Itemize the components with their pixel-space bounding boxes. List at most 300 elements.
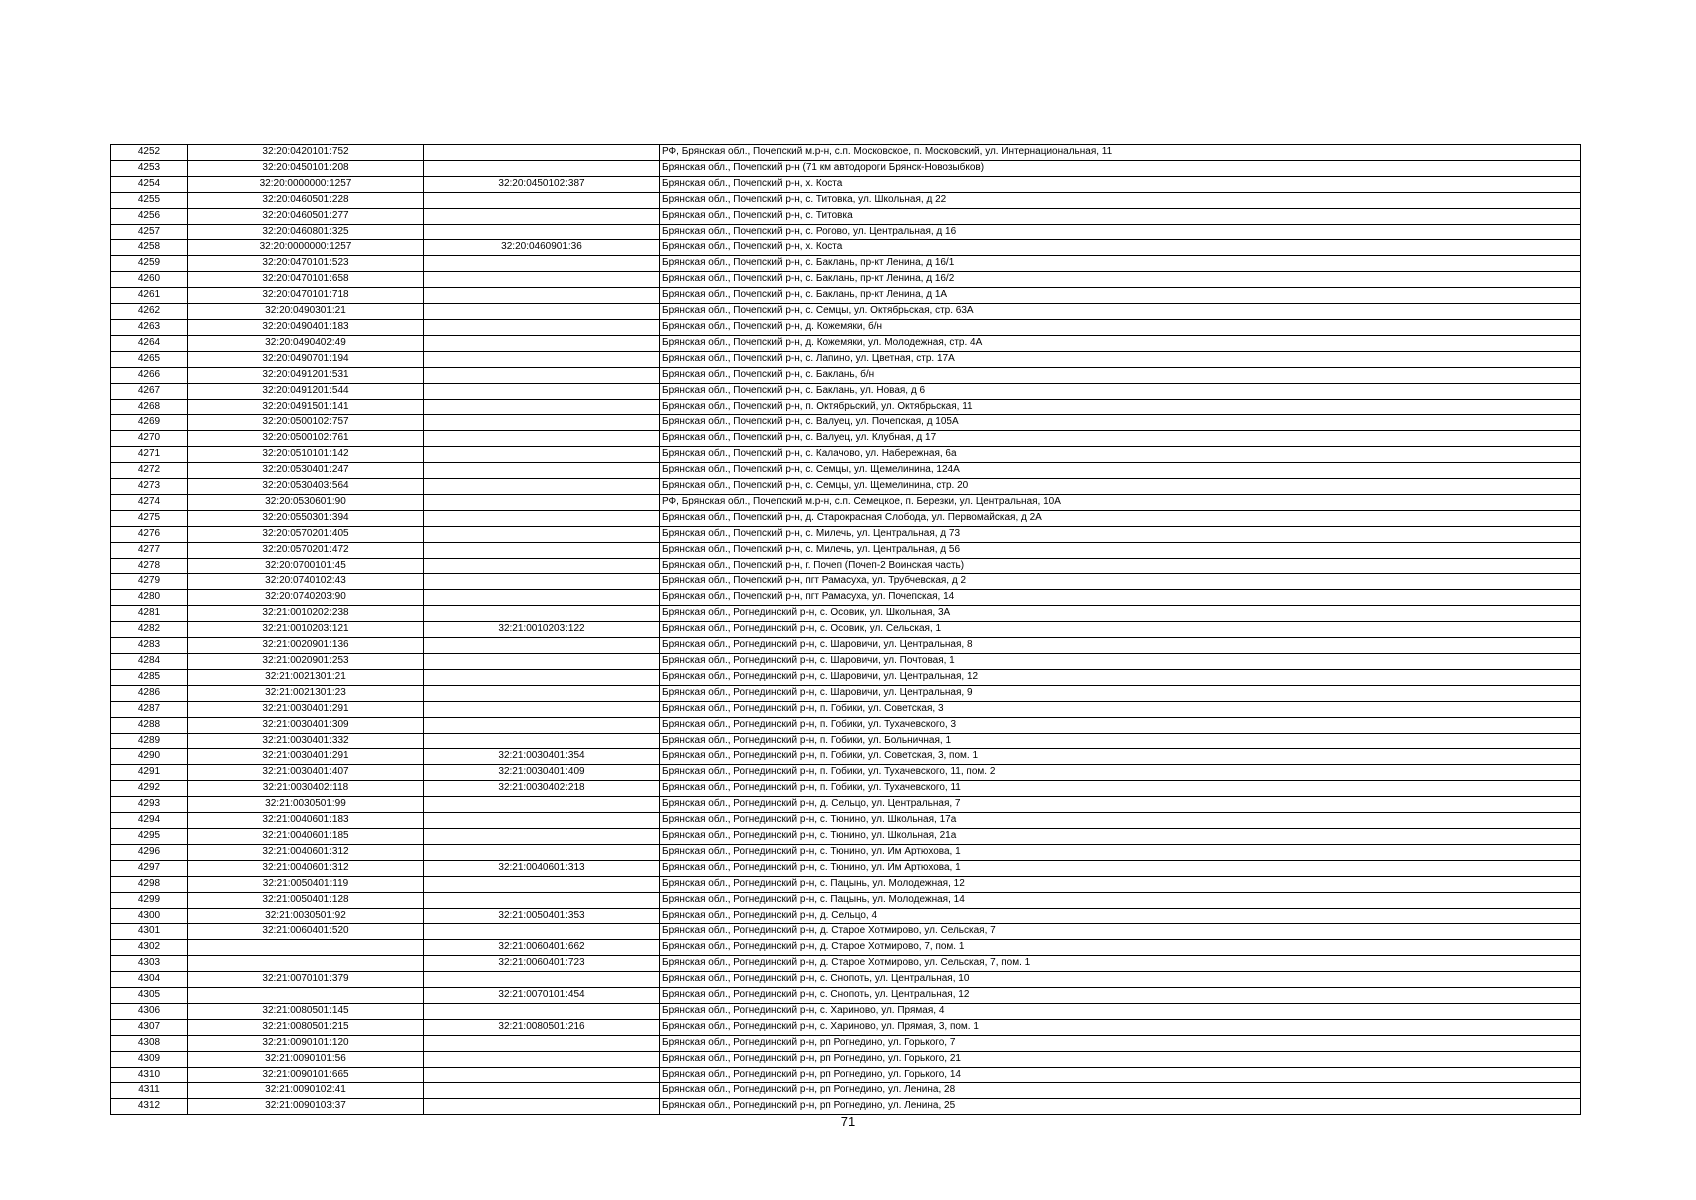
cadastral-number-cell: 32:21:0030402:118 [188,781,424,797]
cadastral-number-cell: 32:20:0000000:1257 [188,240,424,256]
cadastral-number-cell: 32:20:0491201:531 [188,367,424,383]
row-number-cell: 4310 [111,1067,188,1083]
address-cell: Брянская обл., Рогнединский р-н, д. Сельцо, ул. Центральная, 7 [660,797,1581,813]
address-cell: Брянская обл., Рогнединский р-н, рп Рогнедино, ул. Ленина, 28 [660,1083,1581,1099]
address-cell: Брянская обл., Почепский р-н, с. Валуец, ул. Клубная, д 17 [660,431,1581,447]
address-cell: Брянская обл., Почепский р-н, с. Титовка, ул. Школьная, д 22 [660,192,1581,208]
table-row [111,908,1581,924]
row-number-cell: 4270 [111,431,188,447]
related-cadastral-number-cell [424,892,660,908]
address-cell: Брянская обл., Рогнединский р-н, д. Старое Хотмирово, 7, пом. 1 [660,940,1581,956]
address-cell: Брянская обл., Рогнединский р-н, с. Хариново, ул. Прямая, 3, пом. 1 [660,1019,1581,1035]
row-number-cell: 4265 [111,351,188,367]
cadastral-number-cell: 32:20:0510101:142 [188,447,424,463]
table-row [111,638,1581,654]
table-row [111,1003,1581,1019]
cadastral-number-cell: 32:20:0460501:277 [188,208,424,224]
address-cell: Брянская обл., Рогнединский р-н, рп Рогнедино, ул. Горького, 21 [660,1051,1581,1067]
row-number-cell: 4304 [111,972,188,988]
related-cadastral-number-cell [424,844,660,860]
table-row [111,558,1581,574]
table-row [111,1099,1581,1115]
row-number-cell: 4283 [111,638,188,654]
row-number-cell: 4308 [111,1035,188,1051]
cadastral-number-cell: 32:21:0030401:332 [188,733,424,749]
cadastral-number-cell: 32:21:0040601:312 [188,860,424,876]
address-cell: Брянская обл., Почепский р-н, х. Коста [660,240,1581,256]
table-row [111,828,1581,844]
row-number-cell: 4302 [111,940,188,956]
cadastral-number-cell: 32:20:0420101:752 [188,145,424,161]
row-number-cell: 4267 [111,383,188,399]
related-cadastral-number-cell [424,701,660,717]
cadastral-number-cell: 32:20:0470101:718 [188,288,424,304]
table-row [111,733,1581,749]
cadastral-number-cell: 32:20:0491201:544 [188,383,424,399]
table-row [111,606,1581,622]
cadastral-number-cell: 32:21:0020901:253 [188,654,424,670]
row-number-cell: 4261 [111,288,188,304]
row-number-cell: 4286 [111,685,188,701]
table-row [111,860,1581,876]
address-cell: Брянская обл., Рогнединский р-н, д. Старое Хотмирово, ул. Сельская, 7 [660,924,1581,940]
address-cell: РФ, Брянская обл., Почепский м.р-н, с.п. Московское, п. Московский, ул. Интернациональная, 11 [660,145,1581,161]
table-row [111,447,1581,463]
address-cell: Брянская обл., Почепский р-н, пгт Рамасуха, ул. Почепская, 14 [660,590,1581,606]
address-cell: Брянская обл., Рогнединский р-н, п. Гобики, ул. Советская, 3 [660,701,1581,717]
cadastral-number-cell: 32:20:0490401:183 [188,319,424,335]
address-cell: Брянская обл., Рогнединский р-н, рп Рогнедино, ул. Ленина, 25 [660,1099,1581,1115]
row-number-cell: 4295 [111,828,188,844]
related-cadastral-number-cell: 32:21:0030401:409 [424,765,660,781]
table-row [111,335,1581,351]
related-cadastral-number-cell [424,1035,660,1051]
address-cell: Брянская обл., Почепский р-н, пгт Рамасуха, ул. Трубчевская, д 2 [660,574,1581,590]
address-cell: Брянская обл., Рогнединский р-н, рп Рогнедино, ул. Горького, 7 [660,1035,1581,1051]
row-number-cell: 4268 [111,399,188,415]
cadastral-number-cell: 32:20:0491501:141 [188,399,424,415]
related-cadastral-number-cell [424,272,660,288]
table-row [111,304,1581,320]
table-row [111,924,1581,940]
row-number-cell: 4279 [111,574,188,590]
related-cadastral-number-cell [424,192,660,208]
table-row [111,160,1581,176]
table-row [111,399,1581,415]
address-cell: Брянская обл., Рогнединский р-н, с. Шаровичи, ул. Почтовая, 1 [660,654,1581,670]
table-row [111,256,1581,272]
cadastral-number-cell: 32:21:0040601:183 [188,813,424,829]
address-cell: Брянская обл., Почепский р-н, д. Кожемяки, ул. Молодежная, стр. 4А [660,335,1581,351]
table-row [111,1035,1581,1051]
table-row [111,749,1581,765]
related-cadastral-number-cell [424,494,660,510]
row-number-cell: 4291 [111,765,188,781]
row-number-cell: 4288 [111,717,188,733]
cadastral-number-cell [188,988,424,1004]
cadastral-number-cell: 32:21:0080501:215 [188,1019,424,1035]
row-number-cell: 4278 [111,558,188,574]
row-number-cell: 4266 [111,367,188,383]
table-row [111,224,1581,240]
cadastral-number-cell: 32:21:0090103:37 [188,1099,424,1115]
cadastral-number-cell: 32:21:0020901:136 [188,638,424,654]
property-table [110,144,1581,1115]
related-cadastral-number-cell [424,1099,660,1115]
address-cell: Брянская обл., Рогнединский р-н, п. Гобики, ул. Больничная, 1 [660,733,1581,749]
table-row [111,701,1581,717]
page-number: 71 [840,1114,856,1129]
cadastral-number-cell: 32:21:0021301:23 [188,685,424,701]
related-cadastral-number-cell [424,558,660,574]
address-cell: Брянская обл., Рогнединский р-н, с. Хариново, ул. Прямая, 4 [660,1003,1581,1019]
row-number-cell: 4299 [111,892,188,908]
row-number-cell: 4254 [111,176,188,192]
address-cell: Брянская обл., Рогнединский р-н, д. Старое Хотмирово, ул. Сельская, 7, пом. 1 [660,956,1581,972]
related-cadastral-number-cell [424,717,660,733]
row-number-cell: 4275 [111,510,188,526]
address-cell: Брянская обл., Почепский р-н, с. Рогово, ул. Центральная, д 16 [660,224,1581,240]
related-cadastral-number-cell [424,1067,660,1083]
cadastral-number-cell: 32:20:0500102:757 [188,415,424,431]
row-number-cell: 4271 [111,447,188,463]
address-cell: Брянская обл., Почепский р-н, с. Семцы, ул. Щемелинина, стр. 20 [660,479,1581,495]
cadastral-number-cell: 32:21:0030401:407 [188,765,424,781]
related-cadastral-number-cell [424,208,660,224]
row-number-cell: 4255 [111,192,188,208]
related-cadastral-number-cell [424,669,660,685]
cadastral-number-cell: 32:21:0090102:41 [188,1083,424,1099]
related-cadastral-number-cell [424,606,660,622]
table-row [111,1083,1581,1099]
related-cadastral-number-cell: 32:20:0460901:36 [424,240,660,256]
related-cadastral-number-cell: 32:21:0040601:313 [424,860,660,876]
row-number-cell: 4309 [111,1051,188,1067]
cadastral-number-cell: 32:20:0530401:247 [188,463,424,479]
address-cell: Брянская обл., Почепский р-н, д. Кожемяки, б/н [660,319,1581,335]
row-number-cell: 4297 [111,860,188,876]
table-row [111,1051,1581,1067]
address-cell: Брянская обл., Почепский р-н, с. Баклань, пр-кт Ленина, д 16/1 [660,256,1581,272]
related-cadastral-number-cell [424,510,660,526]
row-number-cell: 4272 [111,463,188,479]
table-row [111,463,1581,479]
row-number-cell: 4293 [111,797,188,813]
row-number-cell: 4287 [111,701,188,717]
address-cell: Брянская обл., Почепский р-н, п. Октябрьский, ул. Октябрьская, 11 [660,399,1581,415]
table-row [111,494,1581,510]
address-cell: Брянская обл., Почепский р-н, с. Семцы, ул. Октябрьская, стр. 63А [660,304,1581,320]
row-number-cell: 4311 [111,1083,188,1099]
row-number-cell: 4298 [111,876,188,892]
row-number-cell: 4292 [111,781,188,797]
cadastral-number-cell: 32:20:0530601:90 [188,494,424,510]
cadastral-number-cell: 32:21:0040601:185 [188,828,424,844]
row-number-cell: 4269 [111,415,188,431]
related-cadastral-number-cell [424,685,660,701]
cadastral-number-cell: 32:21:0050401:119 [188,876,424,892]
table-row [111,208,1581,224]
table-row [111,956,1581,972]
cadastral-number-cell: 32:20:0460501:228 [188,192,424,208]
row-number-cell: 4305 [111,988,188,1004]
cadastral-number-cell: 32:21:0050401:128 [188,892,424,908]
cadastral-number-cell [188,940,424,956]
related-cadastral-number-cell [424,813,660,829]
related-cadastral-number-cell [424,160,660,176]
row-number-cell: 4312 [111,1099,188,1115]
cadastral-number-cell: 32:21:0060401:520 [188,924,424,940]
table-row [111,145,1581,161]
table-row [111,685,1581,701]
table-row [111,542,1581,558]
row-number-cell: 4263 [111,319,188,335]
cadastral-number-cell: 32:21:0030401:309 [188,717,424,733]
row-number-cell: 4307 [111,1019,188,1035]
related-cadastral-number-cell [424,463,660,479]
row-number-cell: 4257 [111,224,188,240]
related-cadastral-number-cell [424,145,660,161]
table-row [111,717,1581,733]
row-number-cell: 4284 [111,654,188,670]
address-cell: Брянская обл., Рогнединский р-н, с. Пацынь, ул. Молодежная, 14 [660,892,1581,908]
address-cell: Брянская обл., Почепский р-н, с. Баклань, ул. Новая, д 6 [660,383,1581,399]
address-cell: Брянская обл., Рогнединский р-н, п. Гобики, ул. Тухачевского, 11, пом. 2 [660,765,1581,781]
cadastral-number-cell [188,956,424,972]
cadastral-number-cell: 32:20:0450101:208 [188,160,424,176]
cadastral-number-cell: 32:20:0000000:1257 [188,176,424,192]
related-cadastral-number-cell [424,972,660,988]
table-row [111,1019,1581,1035]
related-cadastral-number-cell [424,590,660,606]
address-cell: Брянская обл., Почепский р-н, д. Старокрасная Слобода, ул. Первомайская, д 2А [660,510,1581,526]
row-number-cell: 4274 [111,494,188,510]
related-cadastral-number-cell [424,288,660,304]
row-number-cell: 4260 [111,272,188,288]
related-cadastral-number-cell: 32:21:0070101:454 [424,988,660,1004]
address-cell: Брянская обл., Рогнединский р-н, с. Пацынь, ул. Молодежная, 12 [660,876,1581,892]
row-number-cell: 4273 [111,479,188,495]
cadastral-number-cell: 32:21:0070101:379 [188,972,424,988]
related-cadastral-number-cell [424,797,660,813]
row-number-cell: 4281 [111,606,188,622]
table-row [111,622,1581,638]
related-cadastral-number-cell: 32:21:0060401:662 [424,940,660,956]
table-row [111,415,1581,431]
address-cell: Брянская обл., Почепский р-н, с. Милечь, ул. Центральная, д 73 [660,526,1581,542]
cadastral-number-cell: 32:21:0021301:21 [188,669,424,685]
cadastral-number-cell: 32:21:0080501:145 [188,1003,424,1019]
cadastral-number-cell: 32:21:0040601:312 [188,844,424,860]
row-number-cell: 4276 [111,526,188,542]
table-row [111,272,1581,288]
related-cadastral-number-cell [424,415,660,431]
address-cell: Брянская обл., Почепский р-н, с. Титовка [660,208,1581,224]
row-number-cell: 4258 [111,240,188,256]
table-row [111,240,1581,256]
address-cell: Брянская обл., Почепский р-н, с. Баклань, б/н [660,367,1581,383]
cadastral-number-cell: 32:21:0030401:291 [188,749,424,765]
table-row [111,367,1581,383]
table-row [111,192,1581,208]
related-cadastral-number-cell [424,367,660,383]
related-cadastral-number-cell [424,383,660,399]
cadastral-number-cell: 32:20:0460801:325 [188,224,424,240]
related-cadastral-number-cell [424,256,660,272]
table-row [111,479,1581,495]
table-row [111,797,1581,813]
row-number-cell: 4282 [111,622,188,638]
related-cadastral-number-cell [424,447,660,463]
cadastral-number-cell: 32:21:0090101:120 [188,1035,424,1051]
table-row [111,669,1581,685]
address-cell: Брянская обл., Рогнединский р-н, п. Гобики, ул. Советская, 3, пом. 1 [660,749,1581,765]
row-number-cell: 4252 [111,145,188,161]
address-cell: Брянская обл., Рогнединский р-н, с. Тюнино, ул. Им Артюхова, 1 [660,860,1581,876]
address-cell: Брянская обл., Почепский р-н, с. Лапино, ул. Цветная, стр. 17А [660,351,1581,367]
address-cell: Брянская обл., Рогнединский р-н, п. Гобики, ул. Тухачевского, 11 [660,781,1581,797]
cadastral-number-cell: 32:20:0470101:523 [188,256,424,272]
related-cadastral-number-cell [424,654,660,670]
table-row [111,972,1581,988]
row-number-cell: 4277 [111,542,188,558]
address-cell: Брянская обл., Рогнединский р-н, с. Снопоть, ул. Центральная, 10 [660,972,1581,988]
address-cell: Брянская обл., Рогнединский р-н, с. Осовик, ул. Сельская, 1 [660,622,1581,638]
row-number-cell: 4262 [111,304,188,320]
row-number-cell: 4290 [111,749,188,765]
cadastral-number-cell: 32:20:0490402:49 [188,335,424,351]
table-row [111,781,1581,797]
cadastral-number-cell: 32:20:0500102:761 [188,431,424,447]
related-cadastral-number-cell: 32:21:0010203:122 [424,622,660,638]
cadastral-number-cell: 32:21:0010202:238 [188,606,424,622]
related-cadastral-number-cell [424,542,660,558]
cadastral-number-cell: 32:21:0030501:92 [188,908,424,924]
address-cell: Брянская обл., Почепский р-н, с. Баклань, пр-кт Ленина, д 1А [660,288,1581,304]
table-row [111,288,1581,304]
row-number-cell: 4300 [111,908,188,924]
cadastral-number-cell: 32:20:0550301:394 [188,510,424,526]
address-cell: Брянская обл., Почепский р-н, с. Семцы, ул. Щемелинина, 124А [660,463,1581,479]
address-cell: Брянская обл., Рогнединский р-н, с. Шаровичи, ул. Центральная, 9 [660,685,1581,701]
address-cell: Брянская обл., Почепский р-н, с. Баклань, пр-кт Ленина, д 16/2 [660,272,1581,288]
cadastral-number-cell: 32:21:0030401:291 [188,701,424,717]
cadastral-number-cell: 32:20:0470101:658 [188,272,424,288]
related-cadastral-number-cell [424,876,660,892]
address-cell: Брянская обл., Почепский р-н, г. Почеп (Почеп-2 Воинская часть) [660,558,1581,574]
cadastral-number-cell: 32:21:0030501:99 [188,797,424,813]
address-cell: Брянская обл., Рогнединский р-н, с. Тюнино, ул. Им Артюхова, 1 [660,844,1581,860]
table-row [111,813,1581,829]
address-cell: Брянская обл., Почепский р-н, с. Валуец, ул. Почепская, д 105А [660,415,1581,431]
cadastral-number-cell: 32:21:0090101:665 [188,1067,424,1083]
table-row [111,940,1581,956]
related-cadastral-number-cell [424,733,660,749]
row-number-cell: 4256 [111,208,188,224]
cadastral-number-cell: 32:20:0570201:472 [188,542,424,558]
table-row [111,431,1581,447]
related-cadastral-number-cell [424,335,660,351]
address-cell: Брянская обл., Почепский р-н, с. Милечь, ул. Центральная, д 56 [660,542,1581,558]
table-row [111,574,1581,590]
cadastral-number-cell: 32:20:0740102:43 [188,574,424,590]
related-cadastral-number-cell [424,638,660,654]
cadastral-number-cell: 32:20:0740203:90 [188,590,424,606]
related-cadastral-number-cell [424,224,660,240]
related-cadastral-number-cell: 32:21:0080501:216 [424,1019,660,1035]
address-cell: Брянская обл., Рогнединский р-н, рп Рогнедино, ул. Горького, 14 [660,1067,1581,1083]
related-cadastral-number-cell [424,351,660,367]
related-cadastral-number-cell [424,1083,660,1099]
address-cell: Брянская обл., Рогнединский р-н, с. Снопоть, ул. Центральная, 12 [660,988,1581,1004]
row-number-cell: 4306 [111,1003,188,1019]
related-cadastral-number-cell [424,479,660,495]
cadastral-number-cell: 32:20:0700101:45 [188,558,424,574]
related-cadastral-number-cell: 32:21:0030402:218 [424,781,660,797]
table-row [111,319,1581,335]
table-row [111,176,1581,192]
related-cadastral-number-cell [424,399,660,415]
cadastral-number-cell: 32:20:0530403:564 [188,479,424,495]
table-row [111,383,1581,399]
address-cell: Брянская обл., Рогнединский р-н, с. Тюнино, ул. Школьная, 17а [660,813,1581,829]
related-cadastral-number-cell [424,526,660,542]
address-cell: Брянская обл., Рогнединский р-н, с. Шаровичи, ул. Центральная, 8 [660,638,1581,654]
table-row [111,590,1581,606]
table-row [111,526,1581,542]
address-cell: Брянская обл., Рогнединский р-н, п. Гобики, ул. Тухачевского, 3 [660,717,1581,733]
row-number-cell: 4253 [111,160,188,176]
row-number-cell: 4280 [111,590,188,606]
related-cadastral-number-cell [424,574,660,590]
table-row [111,765,1581,781]
address-cell: Брянская обл., Почепский р-н, с. Калачово, ул. Набережная, 6а [660,447,1581,463]
address-cell: Брянская обл., Рогнединский р-н, с. Шаровичи, ул. Центральная, 12 [660,669,1581,685]
row-number-cell: 4285 [111,669,188,685]
address-cell: Брянская обл., Почепский р-н (71 км автодороги Брянск-Новозыбков) [660,160,1581,176]
table-row [111,654,1581,670]
address-cell: Брянская обл., Рогнединский р-н, с. Осовик, ул. Школьная, 3А [660,606,1581,622]
property-table-body [111,145,1581,1115]
row-number-cell: 4289 [111,733,188,749]
table-row [111,876,1581,892]
related-cadastral-number-cell [424,1051,660,1067]
table-row [111,1067,1581,1083]
row-number-cell: 4303 [111,956,188,972]
table-row [111,510,1581,526]
related-cadastral-number-cell [424,828,660,844]
cadastral-number-cell: 32:21:0010203:121 [188,622,424,638]
related-cadastral-number-cell: 32:20:0450102:387 [424,176,660,192]
related-cadastral-number-cell [424,304,660,320]
table-row [111,892,1581,908]
cadastral-number-cell: 32:21:0090101:56 [188,1051,424,1067]
table-row [111,988,1581,1004]
related-cadastral-number-cell [424,1003,660,1019]
row-number-cell: 4264 [111,335,188,351]
related-cadastral-number-cell [424,924,660,940]
row-number-cell: 4259 [111,256,188,272]
cadastral-number-cell: 32:20:0570201:405 [188,526,424,542]
table-row [111,351,1581,367]
related-cadastral-number-cell: 32:21:0030401:354 [424,749,660,765]
cadastral-number-cell: 32:20:0490301:21 [188,304,424,320]
related-cadastral-number-cell [424,319,660,335]
related-cadastral-number-cell [424,431,660,447]
row-number-cell: 4294 [111,813,188,829]
address-cell: Брянская обл., Рогнединский р-н, д. Сельцо, 4 [660,908,1581,924]
row-number-cell: 4301 [111,924,188,940]
